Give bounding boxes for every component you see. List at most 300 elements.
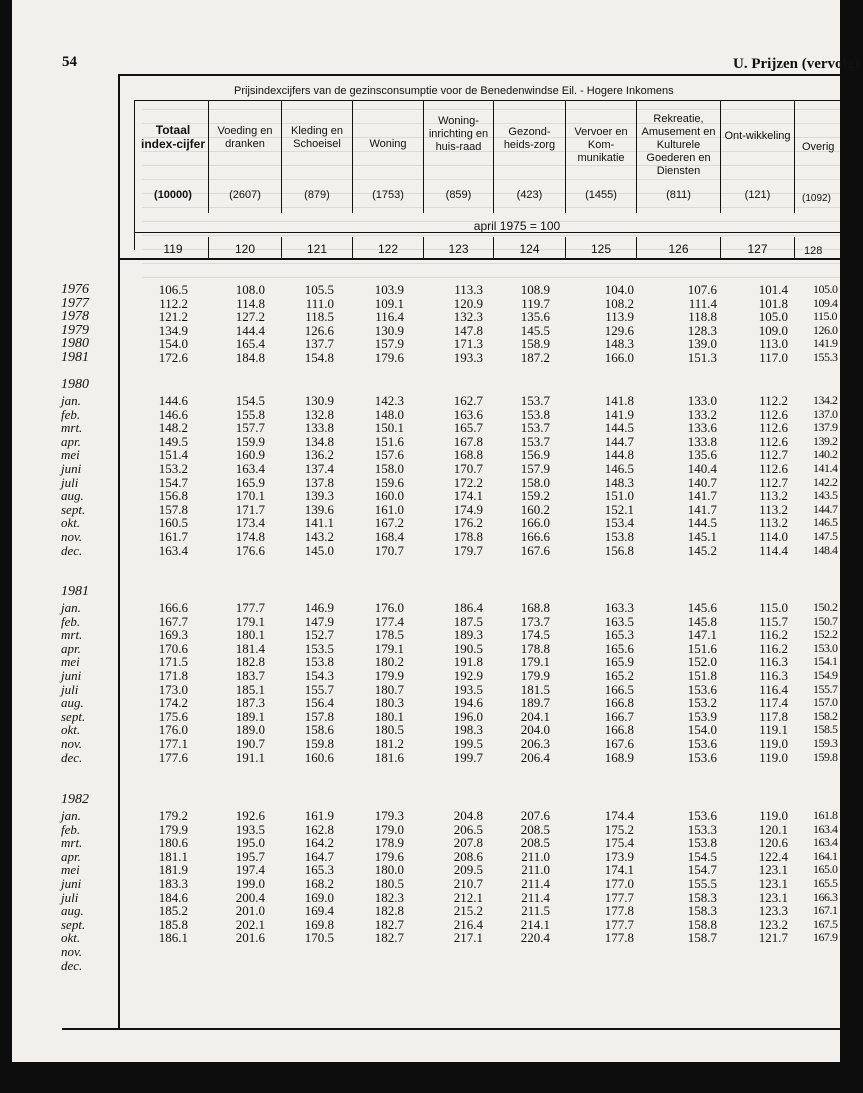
table-cell: 164.1 <box>813 848 838 863</box>
table-row <box>12 516 840 529</box>
table-cell: 165.2 <box>604 668 634 683</box>
table-cell: 153.6 <box>687 808 717 823</box>
code-sep-4 <box>423 237 424 258</box>
table-cell: 153.9 <box>687 708 717 724</box>
table-cell: 151.6 <box>374 433 404 449</box>
table-cell: 126.6 <box>304 322 334 338</box>
table-cell: 145.1 <box>687 529 717 544</box>
row-label: mei <box>61 447 80 463</box>
weight-vervoer: (1455) <box>585 189 617 201</box>
table-cell: 112.7 <box>759 447 788 463</box>
table-cell: 144.7 <box>813 501 838 516</box>
table-cell: 153.6 <box>687 681 717 697</box>
table-cell: 182.7 <box>374 916 404 932</box>
table-cell: 143.2 <box>304 529 334 544</box>
table-cell: 192.9 <box>453 668 483 683</box>
table-cell: 115.7 <box>759 613 788 629</box>
table-cell: 157.7 <box>235 420 265 436</box>
table-cell: 141.7 <box>687 501 717 517</box>
table-cell: 164.7 <box>304 848 334 864</box>
table-cell: 163.3 <box>604 600 634 615</box>
base-period: april 1975 = 100 <box>473 219 561 233</box>
table-cell: 103.9 <box>374 282 404 297</box>
table-cell: 160.0 <box>374 488 404 504</box>
table-cell: 168.9 <box>604 749 634 765</box>
table-cell: 165.9 <box>235 474 265 490</box>
weight-kleding: (879) <box>304 189 330 201</box>
table-cell: 152.1 <box>604 501 634 517</box>
col-sep-7 <box>636 100 637 213</box>
table-cell: 209.5 <box>453 862 483 878</box>
table-cell: 169.4 <box>304 903 334 919</box>
table-cell: 146.5 <box>604 461 634 476</box>
table-cell: 105.5 <box>304 282 334 297</box>
table-cell: 178.8 <box>453 529 483 544</box>
table-cell: 159.8 <box>304 736 334 751</box>
table-cell: 187.3 <box>235 695 265 711</box>
table-cell: 189.7 <box>520 695 550 711</box>
table-cell: 113.2 <box>759 488 788 504</box>
table-cell: 150.1 <box>374 420 404 436</box>
table-cell: 119.0 <box>759 808 788 823</box>
table-cell: 167.1 <box>813 903 838 918</box>
table-cell: 191.1 <box>235 749 265 765</box>
table-cell: 204.1 <box>520 708 550 724</box>
row-label: sept. <box>61 708 86 724</box>
col-header-kleding: Kleding en Schoeisel <box>291 125 343 150</box>
table-cell: 139.0 <box>687 336 717 352</box>
table-cell: 112.6 <box>759 406 788 422</box>
table-cell: 133.8 <box>304 420 334 436</box>
table-cell: 113.2 <box>759 501 788 517</box>
table-cell: 170.6 <box>158 640 188 656</box>
table-cell: 116.2 <box>759 640 788 656</box>
document-page <box>12 0 860 1062</box>
table-cell: 180.2 <box>374 654 404 670</box>
table-cell: 116.3 <box>759 654 788 670</box>
table-row <box>12 503 840 516</box>
table-cell: 133.6 <box>687 420 717 436</box>
col-header-vervoer: Vervoer en Kom-munikatie <box>574 126 628 164</box>
table-cell: 121.7 <box>758 930 788 946</box>
table-cell: 140.7 <box>687 474 717 490</box>
table-cell: 175.4 <box>604 835 634 851</box>
table-cell: 187.5 <box>453 613 483 629</box>
table-row <box>12 669 840 682</box>
table-cell: 145.8 <box>687 613 717 629</box>
table-cell: 112.6 <box>759 420 788 436</box>
year-label: 1976 <box>61 282 89 297</box>
row-label: apr. <box>61 433 81 449</box>
year-label: 1981 <box>61 350 89 365</box>
table-cell: 153.8 <box>604 529 634 544</box>
table-cell: 107.6 <box>687 282 717 297</box>
table-cell: 170.7 <box>453 461 483 476</box>
table-cell: 163.4 <box>158 542 188 558</box>
table-cell: 195.0 <box>235 835 265 851</box>
row-label: nov. <box>61 736 83 751</box>
table-cell: 133.8 <box>687 433 717 449</box>
table-cell: 133.0 <box>687 393 717 408</box>
table-cell: 147.1 <box>687 627 717 643</box>
table-cell: 116.2 <box>759 627 788 643</box>
table-cell: 180.6 <box>158 835 188 851</box>
table-row <box>12 877 840 890</box>
table-cell: 181.6 <box>374 749 404 765</box>
table-cell: 136.2 <box>304 447 334 463</box>
table-cell: 201.0 <box>235 903 265 919</box>
table-cell: 181.9 <box>158 862 188 878</box>
table-cell: 179.9 <box>374 668 404 683</box>
table-cell: 177.8 <box>604 903 634 919</box>
table-cell: 174.9 <box>453 501 483 517</box>
table-cell: 109.4 <box>813 295 838 310</box>
table-cell: 153.8 <box>304 654 334 670</box>
code-sep-6 <box>565 237 566 258</box>
table-cell: 198.3 <box>453 722 483 738</box>
table-cell: 182.3 <box>374 889 404 905</box>
table-cell: 158.6 <box>304 722 334 738</box>
table-cell: 189.1 <box>235 708 265 724</box>
table-cell: 168.4 <box>374 529 404 544</box>
table-cell: 145.0 <box>304 542 334 558</box>
table-cell: 151.8 <box>687 668 717 683</box>
table-row <box>12 530 840 543</box>
weight-totaal: (10000) <box>154 189 192 201</box>
table-cell: 134.8 <box>304 433 334 449</box>
table-cell: 167.6 <box>604 736 634 751</box>
table-cell: 173.0 <box>158 681 188 697</box>
code-128: 128 <box>804 245 823 257</box>
table-cell: 181.2 <box>374 736 404 751</box>
table-row <box>12 723 840 736</box>
code-sep-5 <box>493 237 494 258</box>
table-cell: 117.0 <box>759 350 788 365</box>
table-cell: 177.4 <box>374 613 404 629</box>
table-cell: 132.3 <box>453 309 483 325</box>
table-cell: 143.5 <box>813 488 838 503</box>
year-label: 1978 <box>61 309 89 325</box>
table-cell: 165.7 <box>453 420 483 436</box>
row-label: apr. <box>61 640 81 656</box>
table-cell: 134.2 <box>813 393 838 407</box>
table-row <box>12 793 840 806</box>
table-cell: 156.8 <box>158 488 188 504</box>
table-cell: 153.6 <box>687 736 717 751</box>
table-cell: 189.0 <box>235 722 265 738</box>
table-cell: 108.2 <box>604 295 634 311</box>
table-cell: 181.1 <box>158 848 188 864</box>
table-cell: 120.9 <box>453 295 483 311</box>
table-cell: 158.7 <box>687 930 717 946</box>
table-cell: 116.4 <box>759 681 788 697</box>
table-cell: 168.8 <box>520 600 550 615</box>
table-cell: 176.6 <box>235 542 265 558</box>
table-cell: 180.5 <box>374 722 404 738</box>
table-cell: 147.9 <box>304 613 334 629</box>
table-cell: 169.8 <box>304 916 334 932</box>
table-cell: 171.8 <box>158 668 188 683</box>
table-cell: 179.2 <box>158 808 188 823</box>
table-cell: 153.5 <box>304 640 334 656</box>
table-cell: 108.0 <box>235 282 265 297</box>
code-sep-3 <box>352 237 353 258</box>
table-cell: 123.1 <box>758 889 788 905</box>
row-label: juni <box>61 668 82 683</box>
table-cell: 106.5 <box>158 282 188 297</box>
table-cell: 112.7 <box>759 474 788 490</box>
weight-woninginrichting: (859) <box>445 189 472 201</box>
chapter-title: U. Prijzen (vervolg) <box>733 56 860 72</box>
row-label: sept. <box>61 916 86 932</box>
table-cell: 154.3 <box>304 668 334 683</box>
table-cell: 158.3 <box>687 903 717 919</box>
table-cell: 145.6 <box>687 600 717 615</box>
table-cell: 160.6 <box>304 749 334 765</box>
table-cell: 163.6 <box>453 406 483 422</box>
col-sep-3 <box>352 100 353 213</box>
table-cell: 153.3 <box>687 821 717 837</box>
table-cell: 137.9 <box>813 420 838 435</box>
table-cell: 141.7 <box>687 488 717 504</box>
table-cell: 179.0 <box>374 821 404 837</box>
table-cell: 195.7 <box>235 848 265 864</box>
row-label: mrt. <box>61 835 83 851</box>
table-cell: 171.5 <box>158 654 188 670</box>
table-cell: 196.0 <box>453 708 483 724</box>
table-cell: 170.7 <box>374 542 404 558</box>
table-cell: 119.1 <box>759 722 788 738</box>
table-cell: 159.2 <box>520 488 550 504</box>
table-cell: 165.0 <box>813 862 838 877</box>
table-cell: 166.5 <box>604 681 634 697</box>
table-cell: 159.9 <box>235 433 265 449</box>
table-cell: 166.6 <box>158 600 188 615</box>
table-cell: 155.7 <box>813 681 838 696</box>
table-cell: 183.3 <box>158 876 188 891</box>
table-cell: 142.2 <box>813 474 838 489</box>
table-cell: 141.8 <box>604 393 634 408</box>
table-cell: 167.6 <box>520 542 550 558</box>
table-cell: 112.6 <box>759 461 788 476</box>
table-row <box>12 351 840 364</box>
table-cell: 215.2 <box>453 903 483 919</box>
table-cell: 193.5 <box>235 821 265 837</box>
table-cell: 177.7 <box>604 889 634 905</box>
table-cell: 166.8 <box>604 695 634 711</box>
table-cell: 157.8 <box>304 708 334 724</box>
table-cell: 214.1 <box>520 916 550 932</box>
code-123: 123 <box>448 242 469 256</box>
table-row <box>12 737 840 750</box>
table-cell: 191.8 <box>453 654 483 670</box>
code-124: 124 <box>519 242 540 256</box>
table-cell: 173.9 <box>604 848 634 864</box>
table-cell: 166.6 <box>520 529 550 544</box>
table-cell: 141.9 <box>813 336 838 351</box>
table-cell: 165.6 <box>604 640 634 656</box>
table-cell: 111.0 <box>305 295 334 311</box>
table-cell: 156.4 <box>304 695 334 711</box>
table-cell: 177.0 <box>604 876 634 891</box>
table-cell: 158.8 <box>687 916 717 932</box>
table-cell: 114.0 <box>759 529 788 544</box>
table-cell: 160.2 <box>520 501 550 517</box>
table-cell: 154.7 <box>687 862 717 878</box>
table-cell: 119.0 <box>759 736 788 751</box>
table-row <box>12 310 840 323</box>
col-header-totaal: Totaal index-cijfer <box>140 123 206 151</box>
table-row <box>12 655 840 668</box>
table-cell: 118.8 <box>688 309 717 325</box>
table-cell: 163.4 <box>235 461 265 476</box>
table-cell: 126.0 <box>813 322 838 337</box>
stub-separator <box>134 100 135 250</box>
table-cell: 111.4 <box>688 295 717 311</box>
table-cell: 157.0 <box>813 695 838 710</box>
table-cell: 144.4 <box>235 322 265 338</box>
row-label: feb. <box>61 406 81 422</box>
table-row <box>12 297 840 310</box>
table-cell: 101.4 <box>758 282 788 297</box>
table-cell: 169.0 <box>304 889 334 905</box>
col-header-rekreatie: Rekreatie, Amusement en Kulturele Goederen en Diensten <box>641 113 716 177</box>
table-cell: 148.3 <box>604 474 634 490</box>
row-label: juli <box>61 889 79 905</box>
row-label: okt. <box>61 515 81 531</box>
table-cell: 177.1 <box>158 736 188 751</box>
table-row <box>12 918 840 931</box>
table-cell: 158.2 <box>813 708 838 723</box>
table-row <box>12 421 840 434</box>
table-cell: 153.8 <box>520 406 550 422</box>
table-cell: 181.4 <box>235 640 265 656</box>
table-cell: 165.9 <box>604 654 634 670</box>
table-cell: 170.5 <box>304 930 334 946</box>
table-cell: 144.6 <box>158 393 188 408</box>
table-cell: 139.2 <box>813 433 838 448</box>
table-cell: 148.0 <box>374 406 404 422</box>
code-127: 127 <box>747 242 768 256</box>
table-cell: 156.8 <box>604 542 634 558</box>
table-cell: 116.3 <box>759 668 788 683</box>
table-cell: 165.4 <box>235 336 265 352</box>
row-label: sept. <box>61 501 86 517</box>
table-cell: 158.5 <box>813 722 838 737</box>
table-title: Prijsindexcijfers van de gezinsconsumptie voor de Benedenwindse Eil. - Hogere Inkomens <box>234 85 674 97</box>
table-cell: 208.6 <box>453 848 483 864</box>
table-cell: 190.7 <box>235 736 265 751</box>
table-cell: 210.7 <box>453 876 483 891</box>
table-cell: 113.0 <box>759 336 788 352</box>
row-label: feb. <box>61 821 81 837</box>
table-cell: 162.7 <box>453 393 483 408</box>
table-cell: 148.2 <box>158 420 188 436</box>
header-bottom-rule <box>120 258 840 260</box>
year-label: 1977 <box>61 295 89 311</box>
table-row <box>12 891 840 904</box>
table-cell: 186.4 <box>453 600 483 615</box>
table-cell: 153.0 <box>813 640 838 655</box>
table-cell: 185.2 <box>158 903 188 919</box>
table-row <box>12 683 840 696</box>
table-cell: 189.3 <box>453 627 483 643</box>
table-cell: 128.3 <box>687 322 717 338</box>
table-cell: 181.5 <box>520 681 550 697</box>
row-label: juni <box>61 461 82 476</box>
table-cell: 211.0 <box>521 862 550 878</box>
table-cell: 197.4 <box>235 862 265 878</box>
table-row <box>12 836 840 849</box>
table-cell: 108.9 <box>520 282 550 297</box>
table-cell: 137.0 <box>813 406 838 421</box>
table-row <box>12 544 840 557</box>
table-cell: 148.4 <box>813 542 838 557</box>
table-cell: 154.7 <box>158 474 188 490</box>
table-cell: 166.3 <box>813 889 838 904</box>
row-label: nov. <box>61 944 83 959</box>
table-row <box>12 394 840 407</box>
table-cell: 137.4 <box>304 461 334 476</box>
table-cell: 153.7 <box>520 420 550 436</box>
table-cell: 154.5 <box>687 848 717 864</box>
weight-gezondheidszorg: (423) <box>516 189 543 201</box>
table-cell: 154.0 <box>158 336 188 352</box>
table-cell: 194.6 <box>453 695 483 711</box>
table-row <box>12 462 840 475</box>
col-sep-9 <box>794 100 795 213</box>
table-cell: 154.5 <box>235 393 265 408</box>
table-cell: 144.8 <box>604 447 634 463</box>
table-cell: 157.9 <box>374 336 404 352</box>
year-label: 1982 <box>61 792 89 807</box>
table-cell: 176.0 <box>374 600 404 615</box>
table-cell: 161.8 <box>813 808 838 822</box>
table-row <box>12 751 840 764</box>
code-sep-8 <box>720 237 721 258</box>
table-cell: 120.6 <box>758 835 788 851</box>
table-cell: 179.1 <box>520 654 550 670</box>
table-cell: 151.4 <box>158 447 188 463</box>
table-cell: 216.4 <box>453 916 483 932</box>
table-cell: 105.0 <box>813 282 838 296</box>
table-cell: 157.9 <box>520 461 550 476</box>
table-cell: 206.4 <box>520 749 550 765</box>
table-cell: 140.2 <box>813 447 838 462</box>
table-cell: 179.6 <box>374 350 404 365</box>
table-cell: 129.6 <box>604 322 634 338</box>
table-cell: 148.3 <box>604 336 634 352</box>
table-cell: 112.6 <box>759 433 788 449</box>
table-cell: 159.6 <box>374 474 404 490</box>
table-cell: 176.0 <box>158 722 188 738</box>
table-cell: 167.2 <box>374 515 404 531</box>
table-cell: 150.2 <box>813 600 838 614</box>
table-cell: 178.8 <box>520 640 550 656</box>
row-label: aug. <box>61 903 84 919</box>
row-label: jan. <box>61 808 81 823</box>
table-row <box>12 601 840 614</box>
table-cell: 208.5 <box>520 835 550 851</box>
col-header-voeding: Voeding en dranken <box>217 125 273 150</box>
col-sep-4 <box>423 100 424 213</box>
table-row <box>12 489 840 502</box>
table-cell: 167.9 <box>813 930 838 945</box>
table-cell: 180.0 <box>374 862 404 878</box>
row-label: okt. <box>61 722 81 738</box>
table-cell: 161.7 <box>158 529 188 544</box>
table-cell: 158.0 <box>374 461 404 476</box>
